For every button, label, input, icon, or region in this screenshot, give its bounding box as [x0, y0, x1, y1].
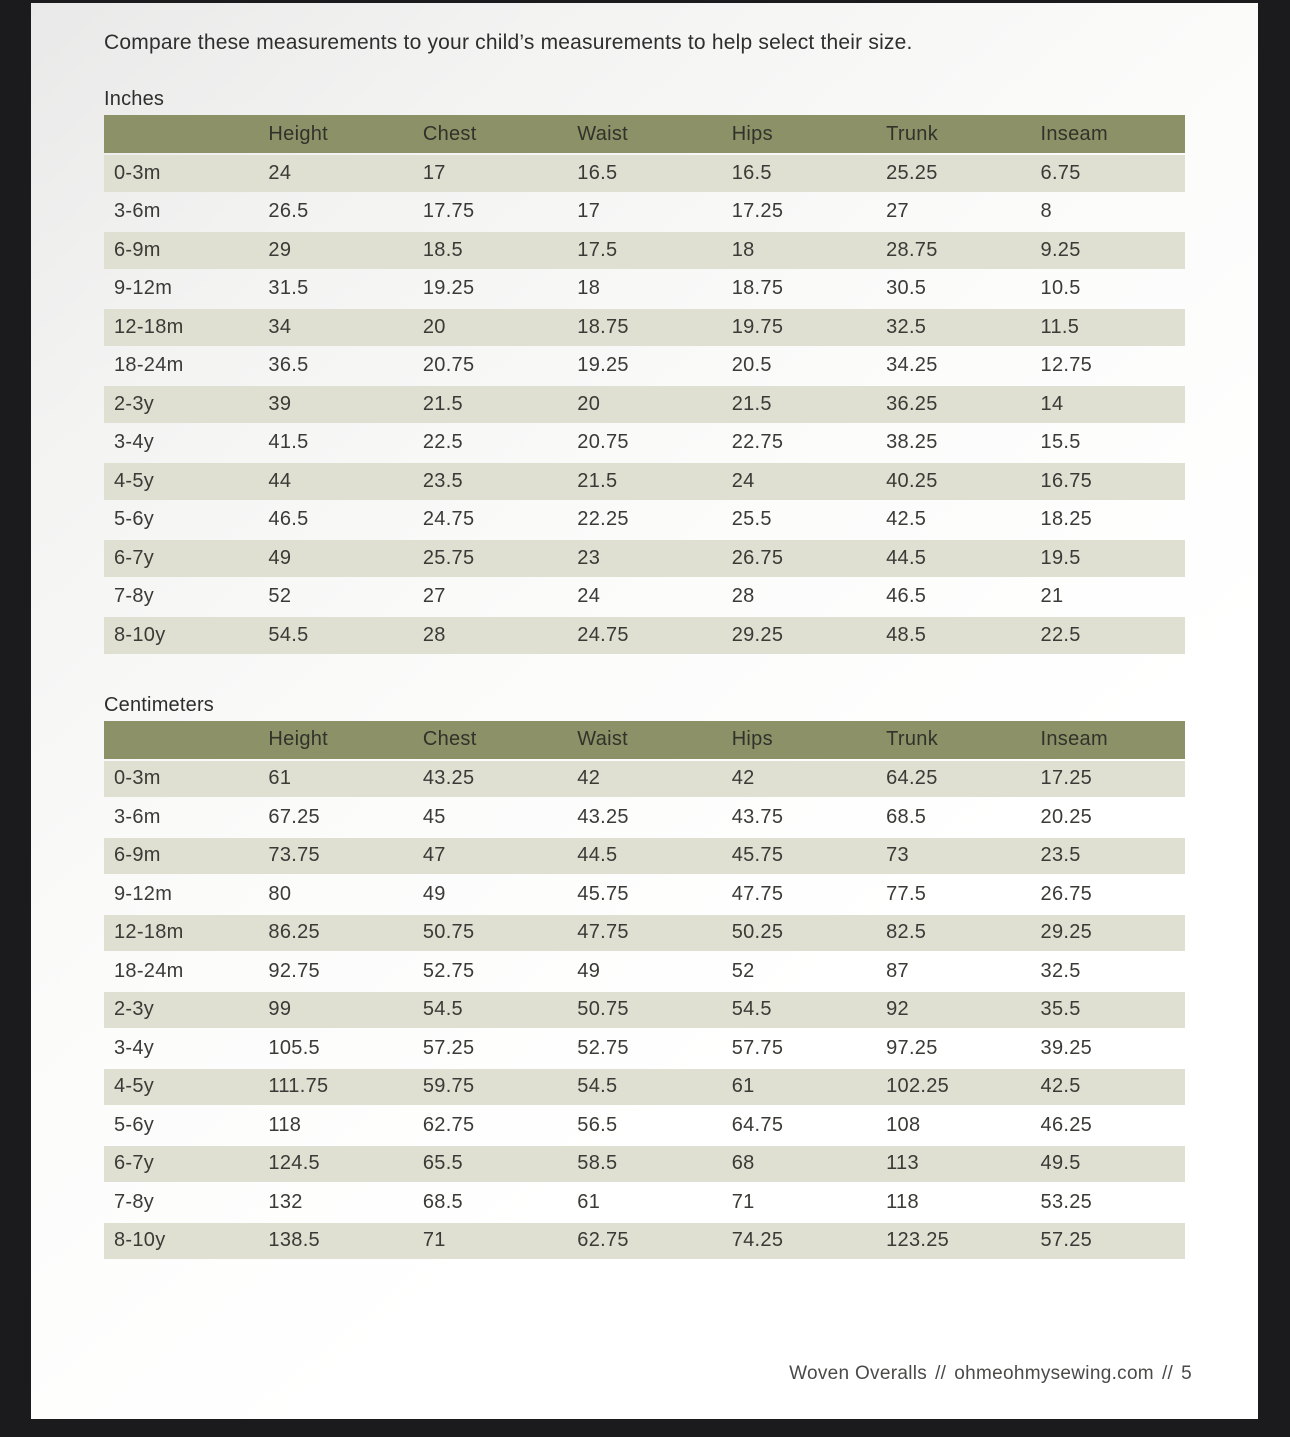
measurement-cell: 52.75	[422, 959, 475, 982]
size-label-cell: 4-5y	[104, 463, 258, 500]
measurement-cell: 23	[567, 540, 721, 577]
measurement-cell: 26.75	[722, 540, 876, 577]
measurement-cell: 64.75	[731, 1113, 784, 1136]
size-label-cell: 7-8y	[114, 1190, 155, 1213]
size-row	[104, 502, 1185, 539]
size-row	[104, 761, 1185, 798]
measurement-cell: 19.25	[422, 277, 475, 300]
size-row	[104, 992, 1185, 1029]
size-row	[104, 348, 1185, 385]
measurement-cell: 67.25	[268, 805, 320, 828]
measurement-column-header: Inseam	[1031, 115, 1185, 153]
measurement-cell: 18.75	[567, 309, 721, 346]
measurement-cell: 49	[422, 882, 446, 905]
measurement-cell: 24	[577, 585, 601, 608]
measurement-cell: 20.5	[731, 354, 772, 377]
measurement-cell: 62.75	[567, 1223, 721, 1260]
measurement-cell: 24	[258, 155, 412, 192]
size-label-cell: 9-12m	[114, 277, 173, 300]
measurement-cell: 24.75	[422, 508, 475, 531]
measurement-cell: 6.75	[1031, 155, 1185, 192]
measurement-cell: 59.75	[413, 1069, 567, 1106]
measurement-cell: 27	[886, 200, 909, 223]
size-label-cell: 8-10y	[104, 617, 258, 654]
measurement-cell: 68	[722, 1146, 876, 1183]
size-label-cell: 5-6y	[114, 508, 155, 531]
size-row	[104, 271, 1185, 308]
measurement-cell: 16.75	[1031, 463, 1185, 500]
measurement-column-header: Chest	[413, 721, 567, 759]
measurement-cell: 44	[258, 463, 412, 500]
measurement-cell: 62.75	[422, 1113, 475, 1136]
measurement-cell: 18	[722, 232, 876, 269]
measurement-cell: 57.75	[731, 1036, 784, 1059]
measurement-cell: 16.5	[567, 155, 721, 192]
footer-separator: //	[1161, 1363, 1174, 1384]
measurement-cell: 71	[731, 1190, 755, 1213]
size-row	[104, 309, 1185, 346]
measurement-cell: 48.5	[876, 617, 1030, 654]
measurement-cell: 29	[258, 232, 412, 269]
size-row	[104, 1030, 1185, 1067]
size-row	[104, 1107, 1185, 1144]
measurement-cell: 57.25	[1031, 1223, 1185, 1260]
size-label-cell: 5-6y	[114, 1113, 155, 1136]
size-label-cell: 0-3m	[104, 155, 258, 192]
measurement-cell: 86.25	[258, 915, 412, 952]
measurement-cell: 43.25	[413, 761, 567, 798]
measurement-cell: 58.5	[567, 1146, 721, 1183]
measurement-cell: 123.25	[876, 1223, 1030, 1260]
footer-page-number: 5	[1181, 1363, 1192, 1384]
measurement-cell: 31.5	[268, 277, 309, 300]
measurement-cell: 54.5	[722, 992, 876, 1029]
size-row	[104, 579, 1185, 616]
size-row	[104, 799, 1185, 836]
measurement-cell: 68.5	[886, 805, 927, 828]
page-footer	[789, 1363, 1192, 1385]
measurement-column-header: Waist	[567, 721, 721, 759]
measurement-cell: 19.5	[1031, 540, 1185, 577]
measurement-cell: 80	[268, 882, 292, 905]
footer-website: ohmeohmysewing.com	[954, 1363, 1154, 1384]
measurement-cell: 25.75	[413, 540, 567, 577]
measurement-column-header: Height	[258, 721, 412, 759]
size-row	[104, 540, 1185, 577]
measurement-cell: 26.75	[1040, 882, 1093, 905]
measurement-cell: 77.5	[886, 882, 927, 905]
size-label-cell: 18-24m	[114, 354, 184, 377]
measurement-cell: 17	[577, 200, 601, 223]
measurement-cell: 27	[422, 585, 446, 608]
measurement-cell: 54.5	[413, 992, 567, 1029]
measurement-cell: 21	[1040, 585, 1064, 608]
size-row	[104, 953, 1185, 990]
measurement-cell: 17.5	[567, 232, 721, 269]
size-label-cell: 6-9m	[104, 838, 258, 875]
measurement-cell: 102.25	[876, 1069, 1030, 1106]
size-table-centimeters	[104, 719, 1185, 1262]
measurement-cell: 47.75	[731, 882, 784, 905]
measurement-cell: 52.75	[577, 1036, 629, 1059]
measurement-cell: 73	[876, 838, 1030, 875]
measurement-cell: 45.75	[722, 838, 876, 875]
measurement-column-header: Hips	[722, 115, 876, 153]
measurement-cell: 57.25	[422, 1036, 475, 1059]
measurement-cell: 8	[1040, 200, 1052, 223]
measurement-cell: 38.25	[886, 431, 938, 454]
measurement-cell: 42	[567, 761, 721, 798]
measurement-cell: 15.5	[1040, 431, 1081, 454]
measurement-cell: 41.5	[268, 431, 309, 454]
measurement-cell: 61	[258, 761, 412, 798]
table-header-row	[104, 115, 1185, 153]
measurement-cell: 46.5	[268, 508, 309, 531]
size-row	[104, 838, 1185, 875]
measurement-cell: 24.75	[567, 617, 721, 654]
measurement-cell: 18.5	[413, 232, 567, 269]
measurement-cell: 25.5	[731, 508, 772, 531]
measurement-cell: 20	[413, 309, 567, 346]
size-row	[104, 1069, 1185, 1106]
measurement-cell: 17	[413, 155, 567, 192]
measurement-cell: 28	[731, 585, 755, 608]
measurement-cell: 92	[876, 992, 1030, 1029]
measurement-cell: 56.5	[577, 1113, 618, 1136]
measurement-cell: 20.75	[422, 354, 475, 377]
size-label-cell: 3-6m	[114, 805, 161, 828]
measurement-cell: 39.25	[1040, 1036, 1093, 1059]
measurement-column-header: Hips	[722, 721, 876, 759]
footer-pattern-name: Woven Overalls	[789, 1363, 928, 1384]
measurement-cell: 52	[268, 585, 292, 608]
measurement-cell: 16.5	[722, 155, 876, 192]
measurement-cell: 47	[413, 838, 567, 875]
measurement-cell: 32.5	[1040, 959, 1081, 982]
measurement-cell: 49	[258, 540, 412, 577]
measurement-cell: 22.25	[577, 508, 629, 531]
size-label-cell: 9-12m	[114, 882, 173, 905]
measurement-cell: 30.5	[886, 277, 927, 300]
size-label-cell: 2-3y	[104, 386, 258, 423]
size-column-header	[104, 115, 258, 153]
measurement-cell: 71	[413, 1223, 567, 1260]
inches-table-label: Inches	[104, 88, 165, 110]
measurement-cell: 9.25	[1031, 232, 1185, 269]
measurement-cell: 10.5	[1040, 277, 1081, 300]
measurement-cell: 42.5	[1031, 1069, 1185, 1106]
size-row	[104, 1184, 1185, 1221]
document-page	[31, 3, 1258, 1419]
measurement-cell: 34.25	[886, 354, 938, 377]
measurement-cell: 29.25	[1031, 915, 1185, 952]
measurement-cell: 97.25	[886, 1036, 938, 1059]
measurement-cell: 12.75	[1040, 354, 1093, 377]
measurement-column-header: Trunk	[876, 721, 1030, 759]
measurement-column-header: Height	[258, 115, 412, 153]
table-header-row	[104, 721, 1185, 759]
measurement-cell: 43.25	[577, 805, 629, 828]
measurement-cell: 49.5	[1031, 1146, 1185, 1183]
measurement-cell: 35.5	[1031, 992, 1185, 1029]
size-row	[104, 232, 1185, 269]
measurement-cell: 54.5	[258, 617, 412, 654]
measurement-column-header: Chest	[413, 115, 567, 153]
intro-text: Compare these measurements to your child’s measurements to help select their size.	[104, 31, 913, 54]
measurement-cell: 19.25	[577, 354, 629, 377]
measurement-cell: 45	[422, 805, 446, 828]
measurement-cell: 64.25	[876, 761, 1030, 798]
size-label-cell: 8-10y	[104, 1223, 258, 1260]
size-label-cell: 6-9m	[104, 232, 258, 269]
measurement-cell: 22.5	[1031, 617, 1185, 654]
measurement-cell: 21.5	[722, 386, 876, 423]
measurement-cell: 87	[886, 959, 909, 982]
measurement-cell: 44.5	[876, 540, 1030, 577]
size-label-cell: 3-6m	[114, 200, 161, 223]
measurement-cell: 18.75	[731, 277, 784, 300]
measurement-cell: 52	[731, 959, 755, 982]
measurement-cell: 28	[413, 617, 567, 654]
measurement-cell: 46.25	[1040, 1113, 1093, 1136]
measurement-cell: 20.75	[577, 431, 629, 454]
measurement-cell: 108	[886, 1113, 921, 1136]
measurement-cell: 68.5	[422, 1190, 463, 1213]
measurement-cell: 17.25	[731, 200, 784, 223]
measurement-cell: 45.75	[577, 882, 629, 905]
measurement-cell: 20	[567, 386, 721, 423]
measurement-cell: 111.75	[258, 1069, 412, 1106]
measurement-cell: 36.25	[876, 386, 1030, 423]
measurement-cell: 105.5	[268, 1036, 320, 1059]
size-row	[104, 876, 1185, 913]
measurement-cell: 50.75	[413, 915, 567, 952]
size-table-inches	[104, 113, 1185, 656]
measurement-cell: 61	[577, 1190, 601, 1213]
measurement-cell: 29.25	[722, 617, 876, 654]
measurement-cell: 36.5	[268, 354, 309, 377]
measurement-cell: 43.75	[731, 805, 784, 828]
measurement-cell: 118	[886, 1190, 919, 1213]
size-row	[104, 425, 1185, 462]
measurement-cell: 74.25	[722, 1223, 876, 1260]
measurement-column-header: Waist	[567, 115, 721, 153]
measurement-cell: 53.25	[1040, 1190, 1093, 1213]
measurement-cell: 118	[268, 1113, 302, 1136]
measurement-cell: 40.25	[876, 463, 1030, 500]
measurement-cell: 73.75	[258, 838, 412, 875]
measurement-cell: 124.5	[258, 1146, 412, 1183]
measurement-cell: 19.75	[722, 309, 876, 346]
measurement-cell: 50.75	[567, 992, 721, 1029]
size-row	[104, 915, 1185, 952]
measurement-cell: 17.25	[1031, 761, 1185, 798]
measurement-cell: 32.5	[876, 309, 1030, 346]
measurement-column-header: Trunk	[876, 115, 1030, 153]
size-row	[104, 1223, 1185, 1260]
size-label-cell: 6-7y	[104, 1146, 258, 1183]
size-label-cell: 7-8y	[114, 585, 155, 608]
size-row	[104, 386, 1185, 423]
size-label-cell: 3-4y	[114, 431, 155, 454]
measurement-column-header: Inseam	[1031, 721, 1185, 759]
measurement-cell: 54.5	[567, 1069, 721, 1106]
measurement-cell: 24	[722, 463, 876, 500]
size-label-cell: 0-3m	[104, 761, 258, 798]
page-content	[31, 3, 1258, 1261]
centimeters-table-label: Centimeters	[104, 693, 215, 716]
measurement-cell: 44.5	[567, 838, 721, 875]
measurement-cell: 92.75	[268, 959, 320, 982]
measurement-cell: 138.5	[258, 1223, 412, 1260]
size-label-cell: 2-3y	[104, 992, 258, 1029]
measurement-cell: 28.75	[876, 232, 1030, 269]
size-row	[104, 194, 1185, 231]
measurement-cell: 39	[258, 386, 412, 423]
measurement-cell: 82.5	[876, 915, 1030, 952]
measurement-cell: 47.75	[567, 915, 721, 952]
size-label-cell: 4-5y	[104, 1069, 258, 1106]
measurement-cell: 20.25	[1040, 805, 1093, 828]
measurement-cell: 34	[258, 309, 412, 346]
measurement-cell: 23.5	[413, 463, 567, 500]
measurement-cell: 46.5	[886, 585, 927, 608]
size-label-cell: 12-18m	[104, 309, 258, 346]
measurement-cell: 11.5	[1031, 309, 1185, 346]
measurement-cell: 21.5	[413, 386, 567, 423]
measurement-cell: 49	[577, 959, 601, 982]
size-row	[104, 1146, 1185, 1183]
footer-separator: //	[935, 1363, 947, 1384]
measurement-cell: 21.5	[567, 463, 721, 500]
size-label-cell: 6-7y	[104, 540, 258, 577]
measurement-cell: 23.5	[1031, 838, 1185, 875]
size-label-cell: 12-18m	[104, 915, 258, 952]
size-row	[104, 155, 1185, 192]
measurement-cell: 22.75	[731, 431, 784, 454]
size-label-cell: 3-4y	[114, 1036, 155, 1059]
measurement-cell: 14	[1031, 386, 1185, 423]
measurement-cell: 42.5	[886, 508, 927, 531]
measurement-cell: 17.75	[422, 200, 475, 223]
measurement-cell: 50.25	[722, 915, 876, 952]
measurement-cell: 113	[876, 1146, 1030, 1183]
measurement-cell: 18.25	[1040, 508, 1093, 531]
measurement-cell: 61	[722, 1069, 876, 1106]
size-row	[104, 463, 1185, 500]
size-label-cell: 18-24m	[114, 959, 184, 982]
measurement-cell: 65.5	[413, 1146, 567, 1183]
measurement-cell: 25.25	[876, 155, 1030, 192]
size-column-header	[104, 721, 258, 759]
measurement-cell: 26.5	[268, 200, 309, 223]
measurement-cell: 22.5	[422, 431, 463, 454]
measurement-cell: 132	[268, 1190, 303, 1213]
measurement-cell: 42	[722, 761, 876, 798]
size-row	[104, 617, 1185, 654]
measurement-cell: 99	[258, 992, 412, 1029]
measurement-cell: 18	[577, 277, 601, 300]
